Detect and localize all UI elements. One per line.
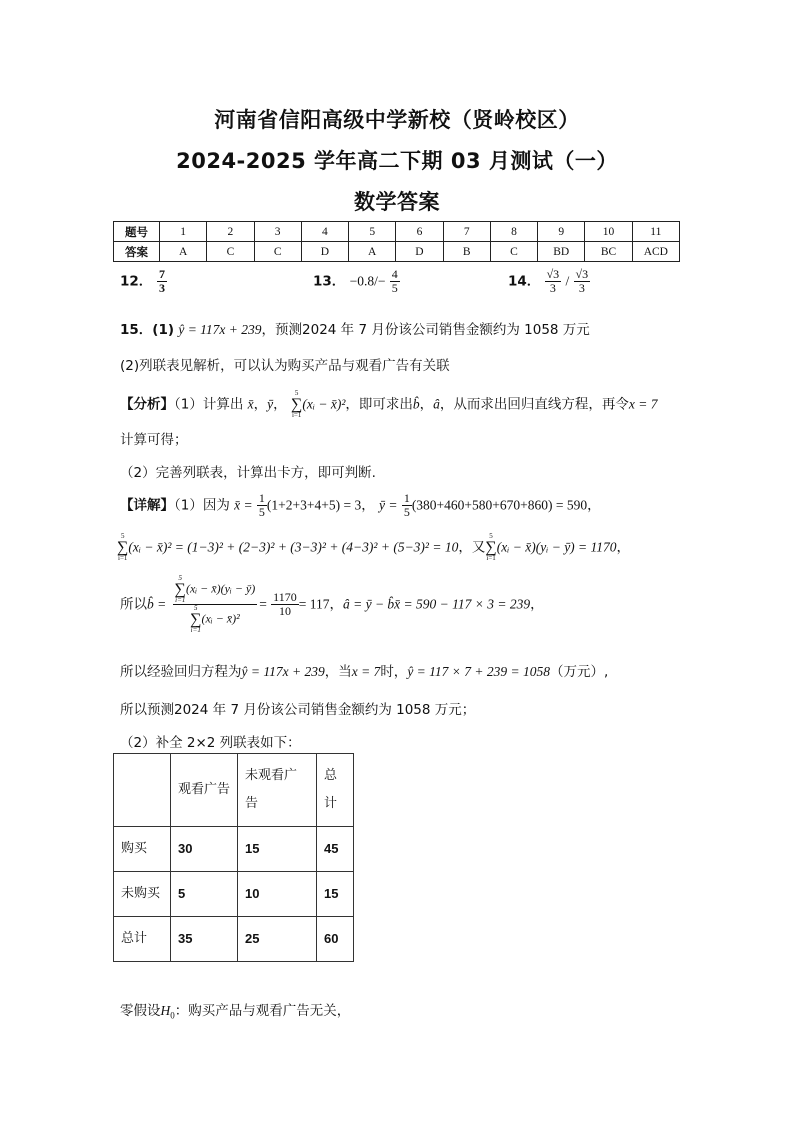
question-number-row: [114, 222, 680, 242]
analysis-sep2: ，: [273, 396, 287, 413]
part2-intro: （2）补全 2×2 列联表如下：: [120, 735, 301, 751]
subject-title: 数学答案: [354, 190, 440, 214]
exam-title: 2024-2025 学年高二下期 03 月测试（一）: [176, 149, 618, 173]
detail-label: 【详解】: [120, 497, 174, 514]
detail-xbar-lhs: x̄ =: [234, 497, 253, 513]
frac-den: 5: [403, 505, 410, 519]
analysis-text-c: ，从而求出回归直线方程，再令: [439, 396, 629, 413]
q14-denominator-2: 3: [578, 281, 585, 295]
sum-products-end: ，: [616, 539, 631, 556]
hypothesis-symbol: H: [160, 1003, 171, 1018]
table-header: 观看广告: [171, 754, 238, 827]
analysis-line-1: [120, 390, 657, 419]
b-value-num: 1170: [273, 590, 297, 604]
analysis-line-3: （2）完善列联表，计算出卡方，即可判断.: [120, 465, 376, 481]
question-number: 9: [538, 222, 585, 242]
table-cell: 10: [238, 872, 317, 917]
row-label: 答案: [114, 242, 160, 262]
table-header: 总计: [317, 754, 354, 827]
question-number: 2: [207, 222, 254, 242]
answer-cell: D: [396, 242, 443, 262]
sigma-icon: 5 ∑ i=1: [117, 532, 129, 562]
answer-row: [114, 242, 680, 262]
b-equals: =: [259, 596, 267, 612]
table-header-row: [114, 754, 354, 827]
q13-numerator: 4: [391, 267, 398, 281]
b-formula-denominator: [173, 605, 258, 634]
question-number: 5: [349, 222, 396, 242]
analysis-sum-term: (xᵢ − x̄)²: [302, 396, 346, 412]
detail-fraction-1: [257, 492, 267, 519]
analysis-x-eq-7: x = 7: [628, 396, 658, 412]
answer-cell: D: [301, 242, 348, 262]
answer-cell: C: [254, 242, 301, 262]
detail-ybar-rhs: (380+460+580+670+860) = 590: [411, 497, 588, 513]
sigma-icon: 5 ∑ i=1: [485, 532, 497, 562]
q14-numerator-2: √3: [575, 267, 589, 281]
table-cell: 35: [171, 917, 238, 962]
reg-x-value: x = 7: [351, 664, 381, 679]
row-label: 题号: [114, 222, 160, 242]
b-formula-numerator: [173, 575, 258, 605]
question-number: 6: [396, 222, 443, 242]
q14-label: 14．: [508, 273, 541, 290]
detail-end: ，: [587, 497, 601, 514]
analysis-sep: ，: [253, 396, 268, 413]
q14-answer: [508, 268, 590, 295]
answer-cell: C: [207, 242, 254, 262]
row-label: 未购买: [114, 872, 171, 917]
answer-cell: C: [490, 242, 537, 262]
b-prefix: 所以: [120, 596, 147, 613]
answer-cell: B: [443, 242, 490, 262]
contingency-table: [113, 753, 354, 962]
answer-cell: BD: [538, 242, 585, 262]
b-result: = 117: [298, 596, 330, 612]
q13-denominator: 5: [391, 281, 398, 295]
detail-line-3: [120, 575, 544, 634]
hypothesis-prefix: 零假设: [120, 1003, 161, 1019]
answer-cell: BC: [585, 242, 632, 262]
a-prefix: ，: [329, 596, 343, 613]
sigma-icon: 5 ∑ i=1: [174, 574, 186, 604]
hypothesis-text: ：购买产品与观看广告无关，: [174, 1003, 351, 1019]
analysis-text-a: （1）计算出: [174, 396, 244, 413]
q15-regression-eq: ŷ = 117x + 239: [178, 322, 262, 337]
frac-den: 5: [258, 505, 265, 519]
row-label: 购买: [114, 827, 171, 872]
answer-table: [113, 221, 680, 262]
q14-fraction-1: [545, 268, 562, 295]
analysis-line-2: 计算可得；: [120, 432, 188, 448]
reg-text-2: ，当: [324, 664, 352, 680]
a-end: ，: [530, 596, 544, 613]
table-row: [114, 917, 354, 962]
detail-line-2: [117, 533, 630, 562]
question-number: 10: [585, 222, 632, 242]
school-title: 河南省信阳高级中学新校（贤岭校区）: [214, 108, 580, 132]
sigma-icon: 5 ∑ i=1: [290, 389, 303, 419]
question-number: 3: [254, 222, 301, 242]
table-row: [114, 872, 354, 917]
analysis-b-hat: b̂: [412, 396, 420, 412]
table-cell: 15: [238, 827, 317, 872]
question-number: 8: [490, 222, 537, 242]
null-hypothesis: [120, 999, 350, 1019]
reg-text-3: 时，: [380, 664, 408, 680]
table-cell: 60: [317, 917, 354, 962]
analysis-label: 【分析】: [120, 396, 174, 413]
q15-part1-summary: [120, 318, 590, 338]
table-cell: 5: [171, 872, 238, 917]
reg-equation: ŷ = 117x + 239: [241, 664, 325, 679]
question-number: 4: [301, 222, 348, 242]
b-value-fraction: [271, 591, 299, 618]
question-number: 1: [160, 222, 207, 242]
table-cell: 30: [171, 827, 238, 872]
q12-numerator: 7: [159, 267, 165, 281]
detail-fraction-2: [402, 492, 412, 519]
q13-label: 13．: [313, 273, 346, 290]
q14-separator: /: [565, 273, 570, 289]
row-label: 总计: [114, 917, 171, 962]
table-cell: 15: [317, 872, 354, 917]
prediction-line: 所以预测2024 年 7 月份该公司销售金额约为 1058 万元；: [120, 702, 476, 718]
q15-part2-summary: (2)列联表见解析，可以认为购买产品与观看广告有关联: [120, 358, 450, 374]
table-header: 未观看广告: [238, 754, 317, 827]
b-hat: b̂ =: [147, 596, 167, 612]
frac-num: 1: [403, 491, 410, 505]
hypothesis-subscript: 0: [170, 1010, 175, 1021]
sum-products: (xᵢ − x̄)(yᵢ − ȳ) = 1170: [496, 539, 617, 555]
q15-label: 15．(1): [120, 322, 175, 338]
analysis-ybar: ȳ: [267, 396, 274, 412]
table-row: [114, 827, 354, 872]
sigma-icon: 5 ∑ i=1: [190, 604, 202, 634]
q13-text: −0.8/−: [349, 273, 386, 289]
q12-answer: [120, 268, 167, 295]
q12-fraction: [157, 268, 167, 295]
q14-denominator-1: 3: [549, 281, 556, 295]
q12-label: 12．: [120, 273, 153, 290]
table-cell: 45: [317, 827, 354, 872]
q15-part1-text: ，预测2024 年 7 月份该公司销售金额约为 1058 万元: [261, 322, 590, 338]
answer-cell: ACD: [632, 242, 679, 262]
q14-fraction-2: [574, 268, 591, 295]
sum-squares: (xᵢ − x̄)² = (1−3)² + (2−3)² + (3−3)² + (4−3)² + (5−3)² = 10: [128, 539, 459, 555]
analysis-text-b: ，即可求出: [345, 396, 413, 413]
q12-denominator: 3: [159, 281, 165, 295]
b-value-den: 10: [278, 604, 291, 618]
q13-fraction: [390, 268, 400, 295]
question-number: 11: [632, 222, 679, 242]
frac-num: 1: [258, 491, 265, 505]
b-formula-fraction: [173, 575, 258, 634]
table-corner: [114, 754, 171, 827]
regression-line: [120, 660, 608, 680]
q13-answer: [313, 268, 400, 295]
b-den-term: (xᵢ − x̄)²: [201, 611, 240, 626]
reg-text-1: 所以经验回归方程为: [120, 664, 242, 680]
table-cell: 25: [238, 917, 317, 962]
detail-ybar-lhs: ȳ =: [379, 497, 398, 513]
answer-cell: A: [160, 242, 207, 262]
analysis-a-hat: â: [433, 396, 440, 412]
detail-line-1: [120, 492, 601, 519]
reg-unit: （万元）,: [550, 664, 609, 680]
detail-sep: ，: [361, 497, 375, 514]
question-number: 7: [443, 222, 490, 242]
analysis-xbar: x̄: [247, 396, 254, 412]
answer-cell: A: [349, 242, 396, 262]
detail-text-a: （1）因为: [174, 497, 230, 514]
q14-numerator-1: √3: [546, 267, 560, 281]
a-equation: â = ȳ − b̂x̄ = 590 − 117 × 3 = 239: [342, 596, 531, 612]
sum-squares-sep: ，又: [458, 539, 486, 556]
reg-calculation: ŷ = 117 × 7 + 239 = 1058: [407, 664, 550, 679]
analysis-sep3: ，: [419, 396, 434, 413]
detail-xbar-rhs: (1+2+3+4+5) = 3: [266, 497, 362, 513]
b-num-term: (xᵢ − x̄)(yᵢ − ȳ): [185, 581, 256, 596]
